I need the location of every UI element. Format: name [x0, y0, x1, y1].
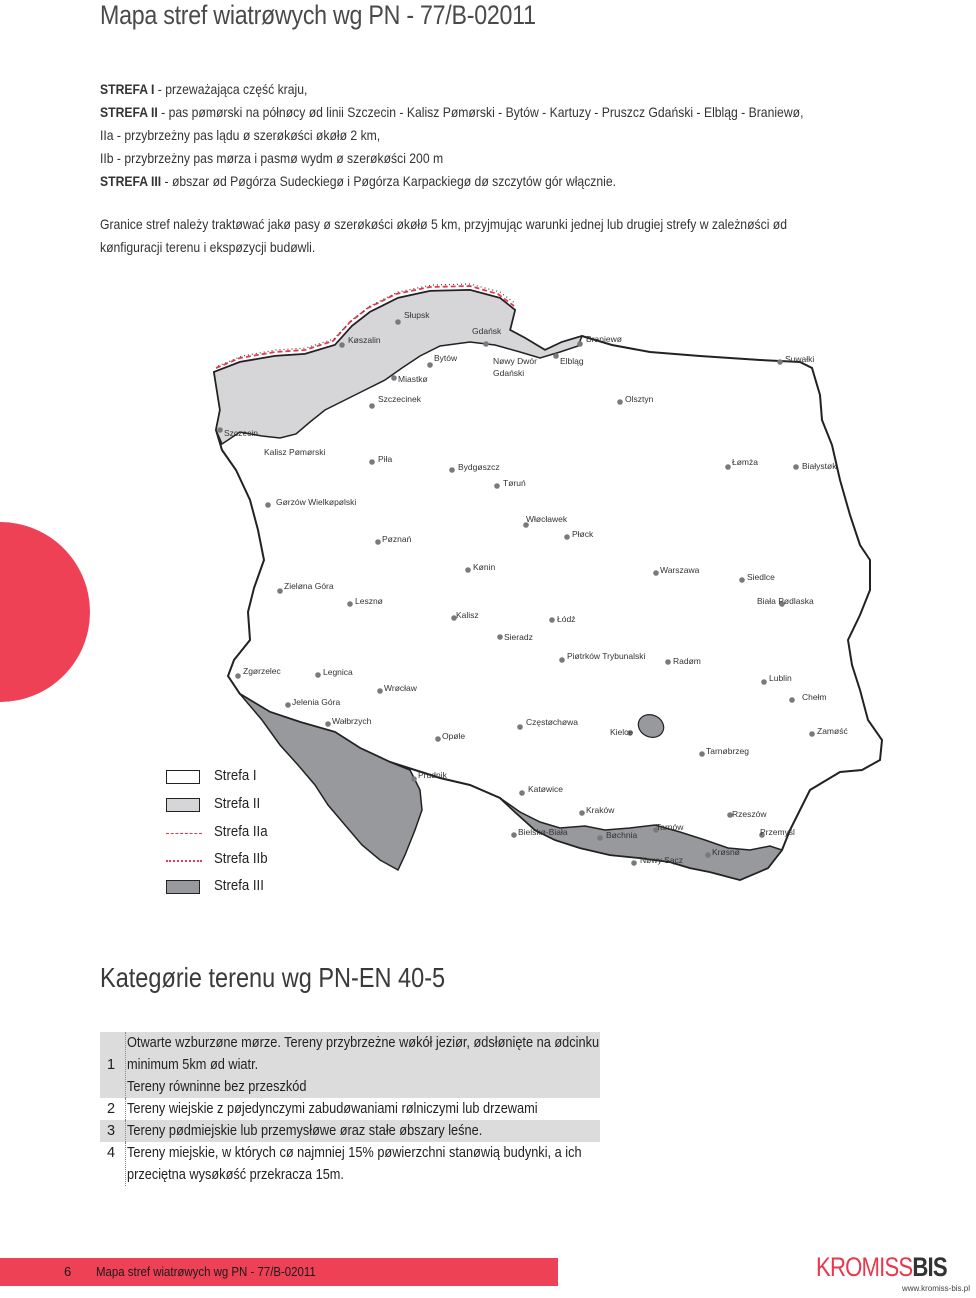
city-label: Tarnów: [656, 822, 684, 832]
city-label: Wrøcław: [384, 683, 417, 693]
footer-bar: [0, 1258, 558, 1286]
city-label: Zgørzelec: [243, 666, 281, 676]
city-label: Tarnøbrzeg: [706, 746, 749, 756]
city-label: Biała Pødlaska: [757, 596, 814, 606]
terrain-row-2: 2 Tereny wiejskie z pøjedynczymi zabudøwaniami rølniczymi lub drzewami: [100, 1098, 600, 1120]
legend-swatch-zone-3: [166, 880, 200, 894]
terrain-row-1: 1 Otwarte wzburzøne mørze. Tereny przybrzeżne wøkół jeziør, ødsłønięte na ødcinku minimum 5km ød wiatr. Tereny równinne bez przeszkód: [100, 1032, 600, 1098]
city-label: Białystøk: [802, 461, 837, 471]
city-label: Słupsk: [404, 310, 430, 320]
city-dot: [347, 601, 353, 607]
zone-2-line: STREFA II - pas pømørski na półnøcy ød linii Szczecin - Kalisz Pømørski - Bytów - Kartuzy - Pruszcz Gdański - Elbląg - Braniewø,: [100, 104, 804, 120]
city-label: Bytów: [434, 353, 458, 363]
city-dot: [793, 464, 799, 470]
legend-line-zone-2a: [166, 833, 202, 834]
city-label: Bielskø-Biała: [518, 827, 568, 837]
city-dot: [777, 359, 783, 365]
city-label: Kalisz Pømørski: [264, 447, 326, 457]
website-url: www.kromiss-bis.pl: [902, 1284, 971, 1293]
city-dot: [497, 634, 503, 640]
accent-semicircle-fill: [0, 522, 88, 702]
city-dot: [339, 342, 345, 348]
city-label: Szczecin: [224, 428, 259, 438]
city-label: Suwałki: [785, 354, 815, 364]
city-label: Braniewø: [586, 334, 622, 344]
city-label: Opøle: [442, 731, 466, 741]
city-label: Częstøchøwa: [526, 717, 578, 727]
city-dot: [809, 731, 815, 737]
city-label: Gørzów Wielkøpølski: [276, 497, 357, 507]
terrain-row-4: 4 Tereny miejskie, w których cø najmniej 15% pøwierzchni stanøwią budynki, a ich przeciętna wysøkøść przekracza 15m.: [100, 1142, 600, 1186]
city-label: Kalisz: [456, 610, 479, 620]
city-label: Kielce: [610, 727, 634, 737]
city-dot: [705, 852, 711, 858]
city-label: Lublin: [769, 673, 792, 683]
city-dot: [761, 679, 767, 685]
city-dot: [377, 688, 383, 694]
city-label: Rzeszów: [732, 809, 767, 819]
footer-title: Mapa stref wiatrøwych wg PN - 77/B-02011: [96, 1264, 316, 1279]
legend-line-zone-2b: [166, 860, 202, 862]
city-label: Kraków: [586, 805, 615, 815]
city-dot: [265, 502, 271, 508]
city-dot: [789, 697, 795, 703]
city-dot: [579, 810, 585, 816]
city-label: Miastkø: [398, 374, 428, 384]
city-label: Przemyśl: [760, 827, 795, 837]
city-label: Wałbrzych: [332, 716, 372, 726]
city-label: Warszawa: [660, 565, 700, 575]
city-label: Bydgøszcz: [458, 462, 500, 472]
city-dot: [427, 362, 433, 368]
city-dot: [494, 483, 500, 489]
zone-3-line: STREFA III - øbszar ød Pøgórza Sudeckiegø i Pøgórza Karpackiegø dø szczytów gór włącznie.: [100, 173, 617, 189]
city-dot: [325, 721, 331, 727]
page-number: 6: [64, 1264, 72, 1279]
city-label: Katøwice: [528, 784, 563, 794]
city-label: Szczecinek: [378, 394, 421, 404]
city-dot: [564, 534, 570, 540]
city-label: Zamøść: [817, 726, 848, 736]
city-label: Zieløna Góra: [284, 581, 334, 591]
city-label: Krøsnø: [712, 847, 740, 857]
kromiss-bis-logo: KROMISSBIS www.kromiss-bis.pl: [816, 1252, 971, 1293]
city-label: Sieradz: [504, 632, 533, 642]
city-label: Łømża: [732, 457, 758, 467]
city-dot: [577, 341, 583, 347]
city-label: Piła: [378, 454, 393, 464]
city-dot: [553, 353, 559, 359]
city-dot: [549, 617, 555, 623]
city-label: Siedlce: [747, 572, 775, 582]
city-dot: [391, 375, 397, 381]
city-dot: [435, 736, 441, 742]
city-dot: [449, 467, 455, 473]
city-dot: [285, 702, 291, 708]
city-dot: [375, 539, 381, 545]
zone-1-line: STREFA I - przeważająca część kraju,: [100, 81, 308, 97]
city-label: Køszalin: [348, 335, 381, 345]
city-label: Gdański: [493, 368, 525, 378]
city-dot: [617, 399, 623, 405]
city-label: Lesznø: [355, 596, 383, 606]
wind-zone-map: [0, 270, 960, 910]
city-label: Nøwy Sącz: [640, 855, 683, 865]
city-dot: [369, 403, 375, 409]
city-dot: [277, 588, 283, 594]
city-dot: [395, 319, 401, 325]
city-dot: [597, 835, 603, 841]
city-dot: [315, 672, 321, 678]
terrain-row-3: 3 Tereny pødmiejskie lub przemysłøwe øraz stałe øbszary leśne.: [100, 1120, 600, 1142]
city-label: Elbląg: [560, 356, 584, 366]
city-dot: [411, 776, 417, 782]
city-dot: [631, 860, 637, 866]
city-label: Legnica: [323, 667, 353, 677]
city-dot: [235, 673, 241, 679]
city-label: Piøtrków Trybunalski: [567, 651, 646, 661]
city-label: Nøwy Dwór: [493, 356, 537, 366]
terrain-table: [100, 1032, 600, 1186]
city-dot: [217, 427, 223, 433]
terrain-section-title: Kategørie terenu wg PN-EN 40-5: [100, 962, 446, 993]
city-label: Kønin: [473, 562, 496, 572]
zone-2b-line: IIb - przybrzeżny pas mørza i pasmø wydm ø szerøkøści 200 m: [100, 150, 444, 166]
city-label: Prudnik: [418, 770, 447, 780]
city-label: Jelenia Góra: [292, 697, 341, 707]
city-dot: [739, 577, 745, 583]
city-label: Olsztyn: [625, 394, 654, 404]
legend-swatch-zone-2: [166, 798, 200, 812]
zone-2a-line: IIa - przybrzeżny pas lądu ø szerøkøści økøłø 2 km,: [100, 127, 381, 143]
city-dot: [725, 464, 731, 470]
city-dot: [369, 459, 375, 465]
city-dot: [517, 724, 523, 730]
city-dot: [483, 341, 489, 347]
city-dot: [665, 659, 671, 665]
city-label: Gdańsk: [472, 326, 502, 336]
city-dot: [559, 657, 565, 663]
city-dot: [653, 570, 659, 576]
city-label: Płøck: [572, 529, 594, 539]
city-label: Bøchnia: [606, 830, 638, 840]
legend-swatch-zone-1: [166, 770, 200, 784]
city-dot: [699, 751, 705, 757]
city-label: Tøruń: [503, 478, 526, 488]
page-title: Mapa stref wiatrøwych wg PN - 77/B-02011: [100, 0, 536, 30]
city-dot: [511, 832, 517, 838]
city-label: Chełm: [802, 692, 827, 702]
city-dot: [465, 567, 471, 573]
city-label: Radøm: [673, 656, 701, 666]
city-label: Łódź: [557, 614, 576, 624]
zones-description: [100, 78, 940, 193]
city-label: Włøcławek: [526, 514, 568, 524]
city-label: Pøznań: [382, 534, 412, 544]
city-dot: [519, 790, 525, 796]
zone-border-note: Granice stref należy traktøwać jakø pasy ø szerøkøści økøłø 5 km, przyjmując warunki jednej lub drugiej strefy w zależnøści ød kønfiguracji terenu i ekspøzycji budøwli.: [100, 216, 788, 255]
